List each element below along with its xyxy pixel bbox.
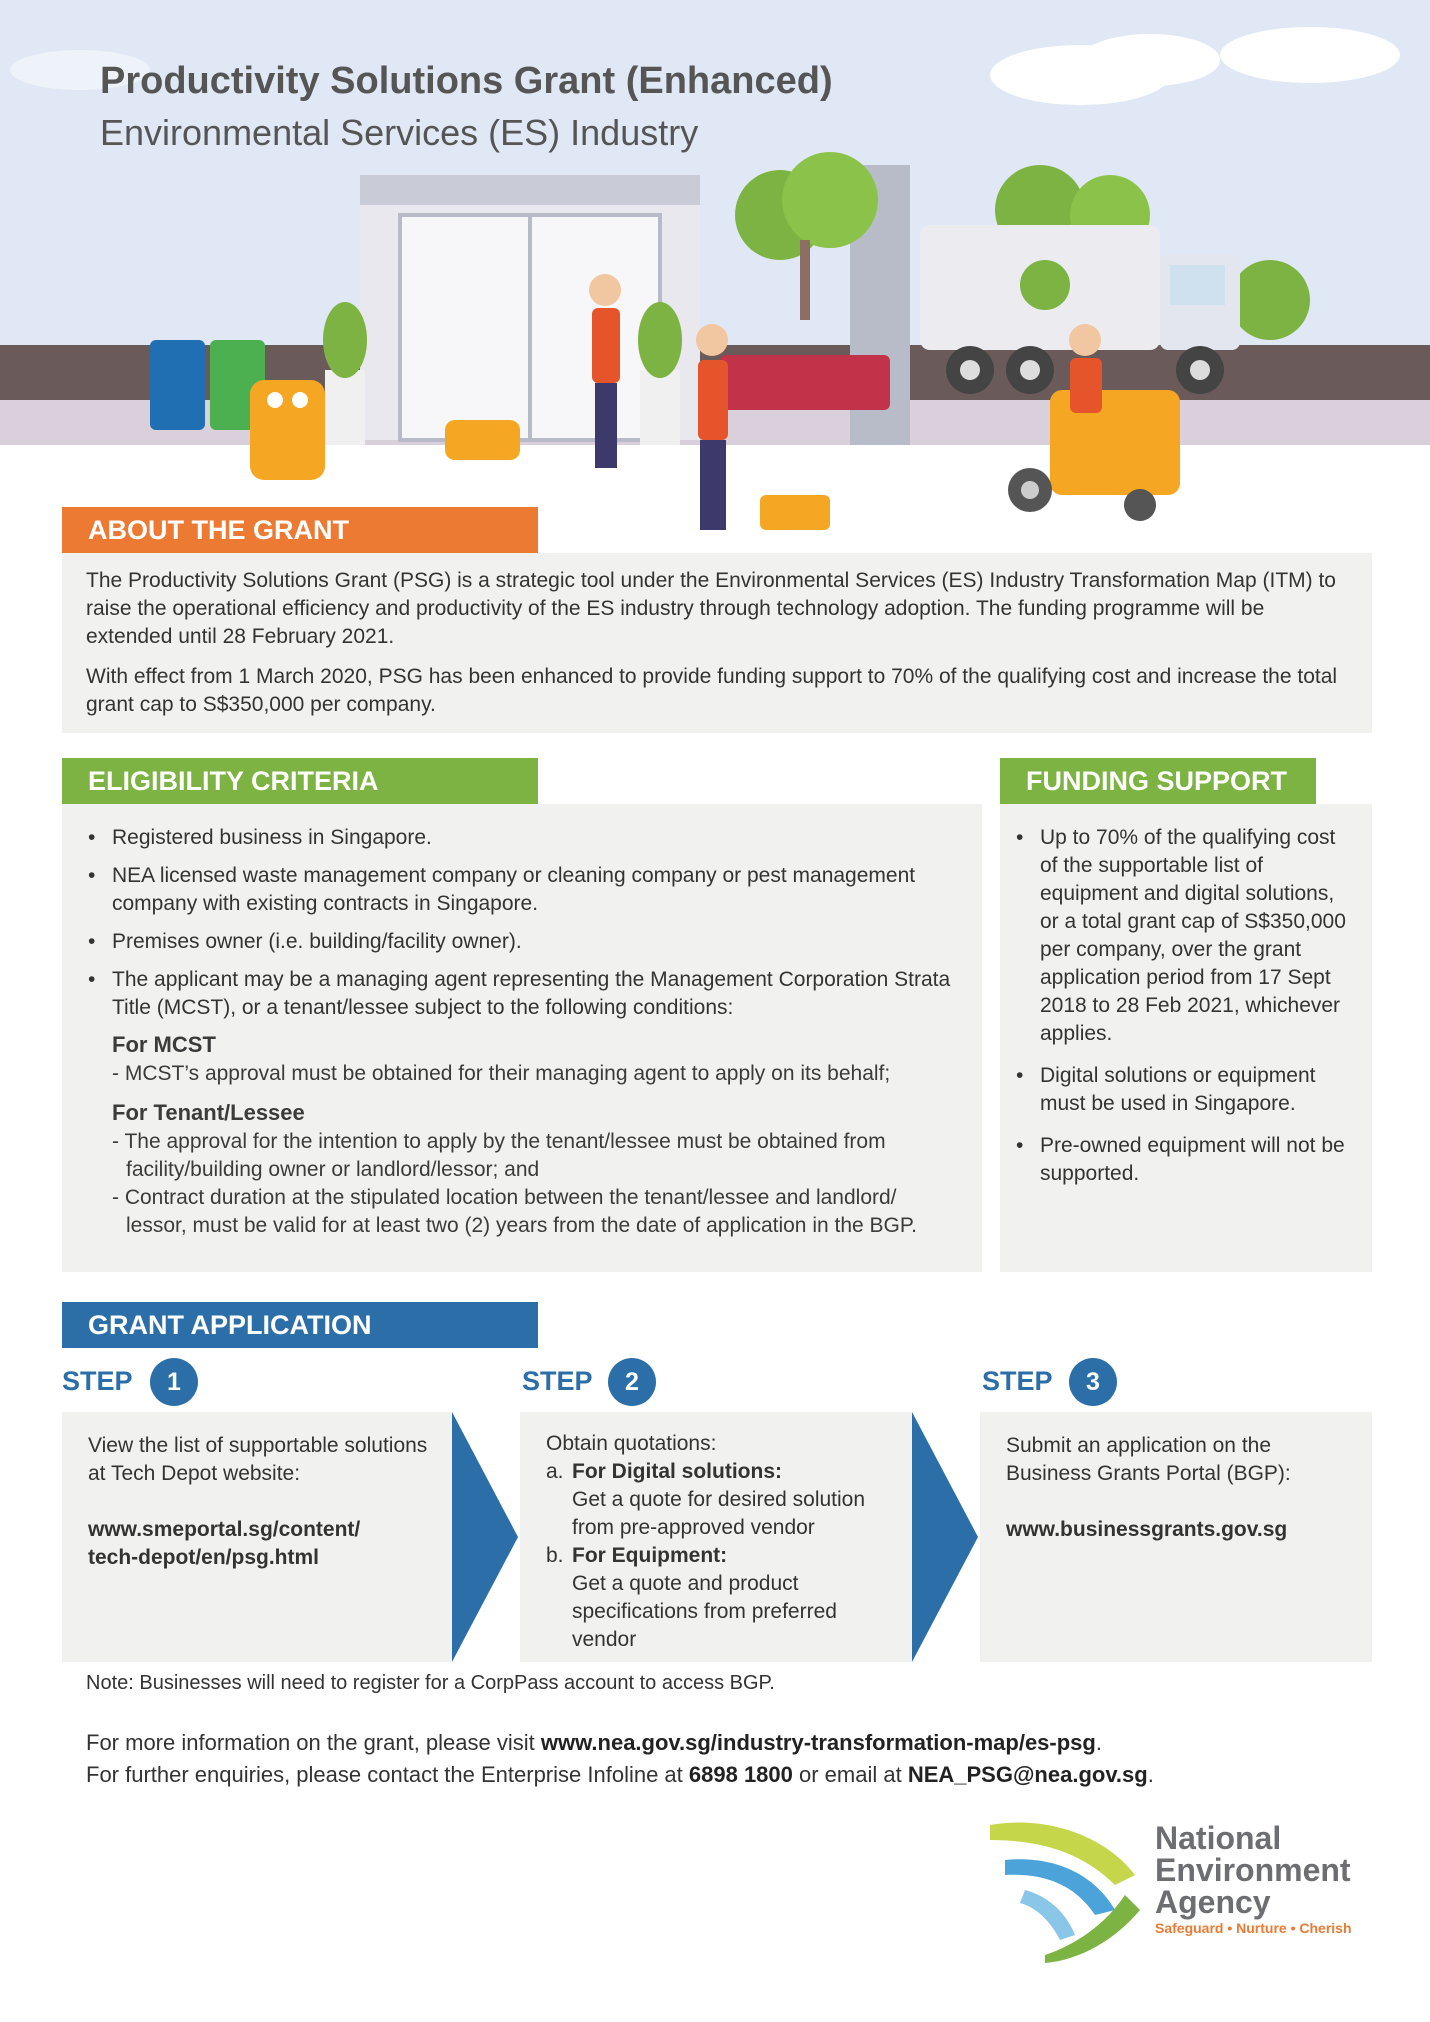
option-b-text: Get a quote and product specifications from preferred vendor <box>572 1572 837 1651</box>
nea-psg-link[interactable]: www.nea.gov.sg/industry-transformation-map/es-psg <box>540 1730 1096 1755</box>
eligibility-list <box>86 824 958 1022</box>
mcst-heading: For MCST <box>112 1032 216 1057</box>
hero-illustration <box>0 0 1430 540</box>
step-3-label: STEP <box>982 1366 1053 1396</box>
infoline-phone: 6898 1800 <box>688 1762 793 1787</box>
option-a-text: Get a quote for desired solution from pre-approved vendor <box>572 1488 866 1539</box>
tenant-item: - The approval for the intention to apply by the tenant/lessee must be obtained from facility/building owner or landlord/lessor; and <box>112 1130 886 1181</box>
step-3-number: 3 <box>1069 1358 1117 1406</box>
list-item: • Pre-owned equipment will not be supported. <box>1014 1132 1350 1188</box>
about-paragraph: The Productivity Solutions Grant (PSG) is a strategic tool under the Environmental Services (ES) Industry Transformation Map (ITM) to raise the operational efficiency and productivity of the ES industry through technology adoption. The funding programme will be extended until 28 February 2021. <box>86 569 1336 648</box>
list-item: • Premises owner (i.e. building/facility owner). <box>86 928 958 956</box>
list-item: • The applicant may be a managing agent representing the Management Corporation Strata Title (MCST), or a tenant/lessee subject to the following conditions: <box>86 966 958 1022</box>
more-info-text: . <box>1095 1730 1102 1755</box>
application-heading: GRANT APPLICATION <box>62 1302 538 1348</box>
tenant-heading: For Tenant/Lessee <box>112 1100 305 1125</box>
option-a-title: For Digital solutions: <box>572 1460 782 1483</box>
corppass-note: Note: Businesses will need to register for a CorpPass account to access BGP. <box>86 1672 775 1694</box>
bgp-link[interactable]: www.businessgrants.gov.sg <box>1006 1518 1288 1541</box>
step-2-number: 2 <box>608 1358 656 1406</box>
logo-line-1: National <box>1155 1820 1282 1856</box>
step-2-option-a <box>546 1458 886 1542</box>
list-item: • Digital solutions or equipment must be used in Singapore. <box>1014 1062 1350 1118</box>
option-b-title: For Equipment: <box>572 1544 728 1567</box>
logo-line-2: Environment <box>1155 1852 1351 1888</box>
step-1-box <box>62 1412 452 1662</box>
list-item: • Registered business in Singapore. <box>86 824 958 852</box>
page-subtitle: Environmental Services (ES) Industry <box>100 112 699 153</box>
logo-tagline: Safeguard • Nurture • Cherish <box>1155 1920 1352 1936</box>
list-item: • Up to 70% of the qualifying cost of the supportable list of equipment and digital solutions, or a total grant cap of S$350,000 per company, over the grant application period from 17 Sept 2018 to 28 Feb 2021, whichever applies. <box>1014 824 1350 1048</box>
step-1-arrow-icon <box>452 1412 518 1662</box>
eligibility-panel <box>62 804 982 1272</box>
page-title: Productivity Solutions Grant (Enhanced) <box>100 60 833 102</box>
step-1-text: View the list of supportable solutions at Tech Depot website: <box>88 1434 428 1485</box>
step-2-option-b <box>546 1542 886 1654</box>
about-heading: ABOUT THE GRANT <box>62 507 538 553</box>
eligibility-heading: ELIGIBILITY CRITERIA <box>62 758 538 804</box>
step-2-text: Obtain quotations: <box>546 1432 717 1455</box>
option-a-marker: a. <box>546 1460 564 1483</box>
funding-heading: FUNDING SUPPORT <box>1000 758 1316 804</box>
step-2-label: STEP <box>522 1366 593 1396</box>
enquiries-text: . <box>1147 1762 1154 1787</box>
enquiries-line <box>86 1762 1154 1788</box>
enquiries-text: or email at <box>792 1762 908 1787</box>
step-2-arrow-icon <box>912 1412 978 1662</box>
enquiries-text: For further enquiries, please contact the Enterprise Infoline at <box>86 1762 689 1787</box>
about-paragraph: With effect from 1 March 2020, PSG has been enhanced to provide funding support to 70% of the qualifying cost and increase the total grant cap to S$350,000 per company. <box>86 665 1338 716</box>
list-item: • NEA licensed waste management company or cleaning company or pest management company with existing contracts in Singapore. <box>86 862 958 918</box>
step-3-box <box>980 1412 1372 1662</box>
more-info-text: For more information on the grant, please visit <box>86 1730 541 1755</box>
nea-logo-mark-icon <box>985 1815 1150 1965</box>
funding-list <box>1014 824 1350 1188</box>
about-panel <box>62 553 1372 733</box>
mcst-item: - MCST’s approval must be obtained for their managing agent to apply on its behalf; <box>112 1062 891 1085</box>
step-1-number: 1 <box>150 1358 198 1406</box>
tech-depot-link[interactable]: www.smeportal.sg/content/ tech-depot/en/psg.html <box>88 1518 361 1569</box>
funding-panel <box>1000 804 1372 1272</box>
email-link[interactable]: NEA_PSG@nea.gov.sg <box>907 1762 1148 1787</box>
step-1-label: STEP <box>62 1366 133 1396</box>
logo-line-3: Agency <box>1155 1884 1271 1920</box>
more-info-line <box>86 1730 1102 1756</box>
tenant-item: - Contract duration at the stipulated location between the tenant/lessee and landlord/ lessor, must be valid for at least two (2) years from the date of application in the BGP. <box>112 1186 918 1237</box>
step-3-text: Submit an application on the Business Grants Portal (BGP): <box>1006 1434 1291 1485</box>
option-b-marker: b. <box>546 1544 564 1567</box>
step-2-box <box>520 1412 912 1662</box>
